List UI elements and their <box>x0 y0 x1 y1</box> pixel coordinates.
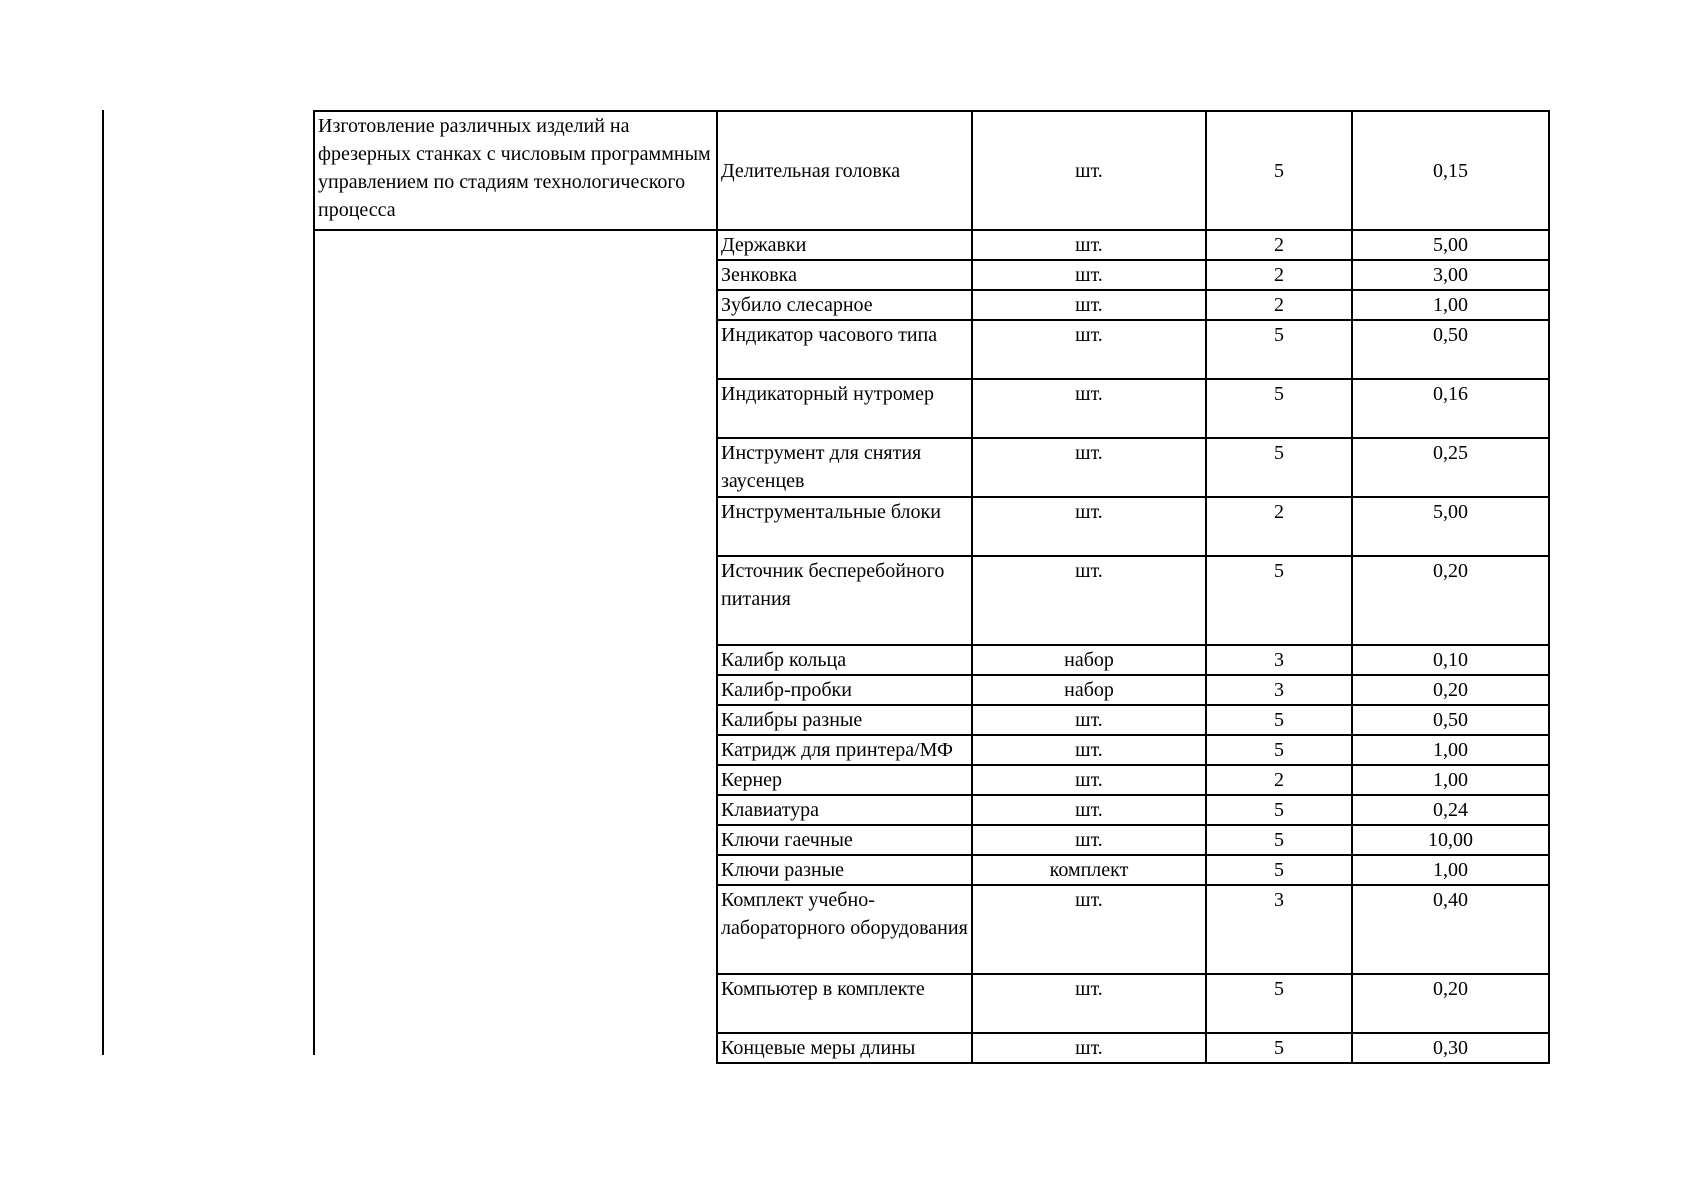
item-name: Катридж для принтера/МФ <box>717 735 972 765</box>
item-qty: 5 <box>1206 438 1352 497</box>
item-value: 0,20 <box>1352 556 1549 645</box>
item-qty: 5 <box>1206 855 1352 885</box>
table-row <box>717 825 1549 855</box>
item-qty: 2 <box>1206 290 1352 320</box>
item-unit: шт. <box>972 438 1206 497</box>
item-value: 1,00 <box>1352 855 1549 885</box>
item-value: 5,00 <box>1352 230 1549 260</box>
item-unit: шт. <box>972 1033 1206 1063</box>
table-row <box>717 290 1549 320</box>
item-name: Калибр кольца <box>717 645 972 675</box>
table-row <box>717 556 1549 645</box>
item-name: Индикатор часового типа <box>717 320 972 379</box>
item-name: Концевые меры длины <box>717 1033 972 1063</box>
item-value: 5,00 <box>1352 497 1549 556</box>
table-row <box>717 735 1549 765</box>
table-row <box>717 855 1549 885</box>
item-name: Комплект учебно-лабораторного оборудования <box>717 885 972 974</box>
item-unit: шт. <box>972 974 1206 1033</box>
item-name: Зенковка <box>717 260 972 290</box>
item-name: Зубило слесарное <box>717 290 972 320</box>
item-name: Кернер <box>717 765 972 795</box>
item-value: 3,00 <box>1352 260 1549 290</box>
item-unit: комплект <box>972 855 1206 885</box>
item-name: Инструментальные блоки <box>717 497 972 556</box>
item-unit: набор <box>972 675 1206 705</box>
item-value: 0,50 <box>1352 705 1549 735</box>
activity-column-rule <box>313 229 315 1055</box>
item-value: 1,00 <box>1352 735 1549 765</box>
table-row <box>717 705 1549 735</box>
item-name: Индикаторный нутромер <box>717 379 972 438</box>
item-name: Ключи гаечные <box>717 825 972 855</box>
item-qty: 3 <box>1206 645 1352 675</box>
table-row <box>717 645 1549 675</box>
item-value: 1,00 <box>1352 290 1549 320</box>
item-unit: шт. <box>972 497 1206 556</box>
table-row <box>717 795 1549 825</box>
item-unit: шт. <box>972 795 1206 825</box>
item-qty: 5 <box>1206 825 1352 855</box>
item-unit: шт. <box>972 705 1206 735</box>
item-value: 0,16 <box>1352 379 1549 438</box>
table-row <box>314 111 1549 230</box>
item-value: 0,24 <box>1352 795 1549 825</box>
item-name: Инструмент для снятия заусенцев <box>717 438 972 497</box>
table-row <box>717 974 1549 1033</box>
item-name: Источник бесперебойного питания <box>717 556 972 645</box>
table-row <box>717 675 1549 705</box>
item-qty: 2 <box>1206 260 1352 290</box>
item-value: 0,10 <box>1352 645 1549 675</box>
item-unit: шт. <box>972 765 1206 795</box>
item-unit: шт. <box>972 825 1206 855</box>
activity-cell: Изготовление различных изделий на фрезерных станках с числовым программным управлением по стадиям технологического процесса <box>314 111 717 230</box>
table-row <box>717 260 1549 290</box>
item-value: 0,40 <box>1352 885 1549 974</box>
item-qty: 5 <box>1206 705 1352 735</box>
item-value: 0,30 <box>1352 1033 1549 1063</box>
item-unit: шт. <box>972 290 1206 320</box>
item-unit: набор <box>972 645 1206 675</box>
table-row <box>717 497 1549 556</box>
item-value: 0,50 <box>1352 320 1549 379</box>
items-table <box>716 229 1550 1064</box>
table-row <box>717 379 1549 438</box>
left-margin-rule <box>102 110 104 1055</box>
item-value: 1,00 <box>1352 765 1549 795</box>
item-qty: 5 <box>1206 320 1352 379</box>
item-unit: шт. <box>972 111 1206 230</box>
item-unit: шт. <box>972 320 1206 379</box>
item-value: 10,00 <box>1352 825 1549 855</box>
item-qty: 2 <box>1206 497 1352 556</box>
item-qty: 5 <box>1206 735 1352 765</box>
item-unit: шт. <box>972 735 1206 765</box>
item-unit: шт. <box>972 556 1206 645</box>
table-row <box>717 885 1549 974</box>
item-value: 0,20 <box>1352 675 1549 705</box>
item-name: Калибры разные <box>717 705 972 735</box>
item-qty: 5 <box>1206 111 1352 230</box>
table-row <box>717 765 1549 795</box>
item-qty: 5 <box>1206 379 1352 438</box>
item-qty: 2 <box>1206 765 1352 795</box>
item-qty: 5 <box>1206 556 1352 645</box>
item-unit: шт. <box>972 379 1206 438</box>
table-row <box>717 320 1549 379</box>
item-name: Державки <box>717 230 972 260</box>
item-qty: 5 <box>1206 974 1352 1033</box>
table-row <box>717 230 1549 260</box>
item-name: Компьютер в комплекте <box>717 974 972 1033</box>
equipment-table <box>313 110 1550 231</box>
table-row <box>717 438 1549 497</box>
item-qty: 3 <box>1206 675 1352 705</box>
item-qty: 5 <box>1206 795 1352 825</box>
item-name: Калибр-пробки <box>717 675 972 705</box>
item-name: Ключи разные <box>717 855 972 885</box>
item-value: 0,20 <box>1352 974 1549 1033</box>
item-value: 0,25 <box>1352 438 1549 497</box>
item-qty: 2 <box>1206 230 1352 260</box>
item-unit: шт. <box>972 885 1206 974</box>
item-qty: 3 <box>1206 885 1352 974</box>
item-unit: шт. <box>972 260 1206 290</box>
item-unit: шт. <box>972 230 1206 260</box>
item-value: 0,15 <box>1352 111 1549 230</box>
table-row <box>717 1033 1549 1063</box>
item-name: Делительная головка <box>717 111 972 230</box>
item-qty: 5 <box>1206 1033 1352 1063</box>
item-name: Клавиатура <box>717 795 972 825</box>
